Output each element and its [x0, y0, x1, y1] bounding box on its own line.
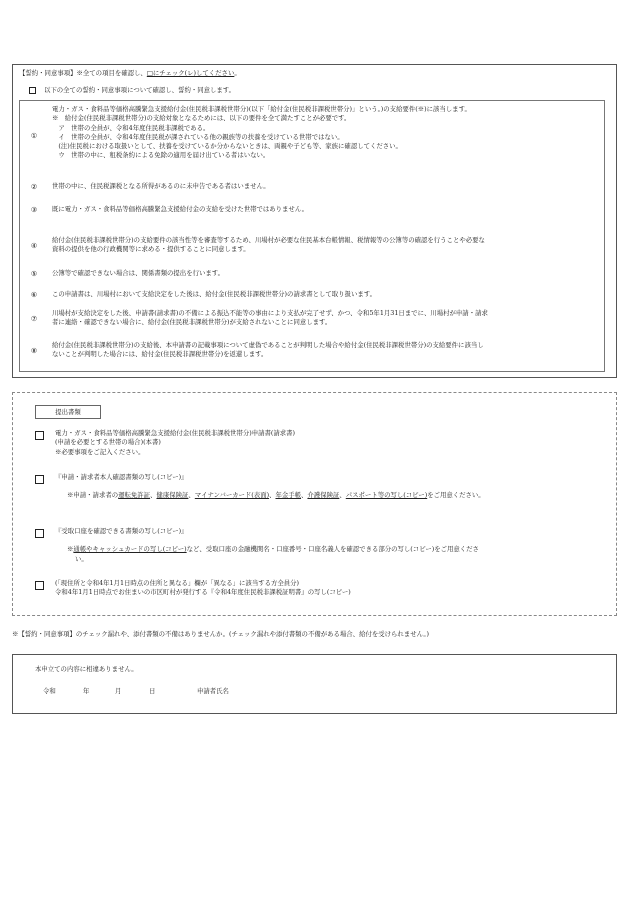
consent-items-box: ① 電力・ガス・食料品等価格高騰緊急支援給付金(住民税非課税世帯分)(以下「給付金(住民税非課税世帯分)」という。)の支給要件(※)に該当します。 ※ 給付金(住民税非課税世帯分)の支給対象となるためには、以下の要件を全て満たすことが必要です。 ア 世帯の全員が、令和4年度住民税非課税である。 イ 世帯の全員が、令和4年度住民税が課されている他の親族等の扶養を受けている世帯ではない。 (注)住民税における取扱いとして、扶養を受けているか分からないときは、両親や子ども等、家族に確認してください。 ウ 世帯の中に、租税条約による免除の適用を届け出ている者はいない。 ② 世帯の中に、住民税課税となる所得があるのに未申告である者はいません。 ③ 既に電力・ガス・食料品等価格高騰緊急支援給付金の支給を受けた世帯ではありません。 ④ 給付金(住民税非課税世帯分)の支給要件の該当性等を審査等するため、川場村が必要な住民基本台帳情報、税情報等の公簿等の確認を行うことや必要な 資料の提供を他の行政機関等に求める・提供することに同意します。 ⑤ 公簿等で確認できない場合は、関係書類の提出を行います。 ⑥ この申請書は、川場村において支給決定をした後は、給付金(住民税非課税世帯分)の請求書として取り扱います。 ⑦ 川場村が支給決定をした後、申請書(請求書)の不備による振込不能等の事由により支払が完了せず、かつ、令和5年1月31日までに、川場村が申請・請求 者に連絡・確認できない場合に、給付金(住民税非課税世帯分)が支給されないことに同意します。 ⑧ 給付金(住民税非課税世帯分)の支給後、本申請書の記載事項について虚偽であることが判明した場合や給付金(住民税非課税世帯分)の支給要件に該当し ないことが判明した場合には、給付金(住民税非課税世帯分)を返還します。 [19, 100, 605, 372]
year-label: 年 [83, 687, 90, 695]
day-label: 日 [149, 687, 156, 695]
consent-header: 【誓約・同意事項】※全ての項目を確認し、□にチェック(レ)してください。 [19, 69, 241, 77]
doc-tax-checkbox[interactable] [35, 581, 44, 590]
bottom-note: ※【誓約・同意事項】のチェック漏れや、添付書類の不備はありませんか。(チェック漏れや添付書類の不備がある場合、給付を受けられません。) [12, 630, 430, 638]
signature-section [12, 654, 617, 714]
agree-all-row[interactable]: 以下の全ての誓約・同意事項について確認し、誓約・同意します。 [29, 86, 235, 95]
agree-all-checkbox[interactable] [29, 87, 36, 94]
era-label: 令和 [43, 687, 56, 695]
submission-tag: 提出書類 [35, 405, 101, 419]
doc-application-checkbox[interactable] [35, 431, 44, 440]
doc-identity-checkbox[interactable] [35, 475, 44, 484]
consent-section [12, 64, 617, 378]
month-label: 月 [115, 687, 122, 695]
submission-docs-section: 提出書類 電力・ガス・食料品等価格高騰緊急支援給付金(住民税非課税世帯分)申請書(請求書) (申請を必要とする世帯の場合)(本書) ※必要事項をご記入ください。 『申請・請求者本人確認書類の写し(コピー)』 ※申請・請求者の運転免許証、健康保険証、マイナンバーカード(表面)、年金手帳、介護保険証、パスポート等の写し(コピー)をご用意ください。 『受取口座を確認できる書類の写し(コピー)』 ※通帳やキャッシュカードの写し(コピー)など、受取口座の金融機関名・口座番号・口座名義人を確認できる部分の写し(コピー)をご用意くださ い。 (「現住所と令和4年1月1日時点の住所と異なる」欄が「異なる」に該当する方全員分) 令和4年1月1日時点でお住まいの市区町村が発行する『令和4年度住民税非課税証明書』の写し(コピー) [12, 392, 617, 616]
applicant-name-label: 申請者氏名 [197, 687, 229, 695]
doc-bank-checkbox[interactable] [35, 529, 44, 538]
statement-text: 本申立ての内容に相違ありません。 [35, 665, 138, 673]
